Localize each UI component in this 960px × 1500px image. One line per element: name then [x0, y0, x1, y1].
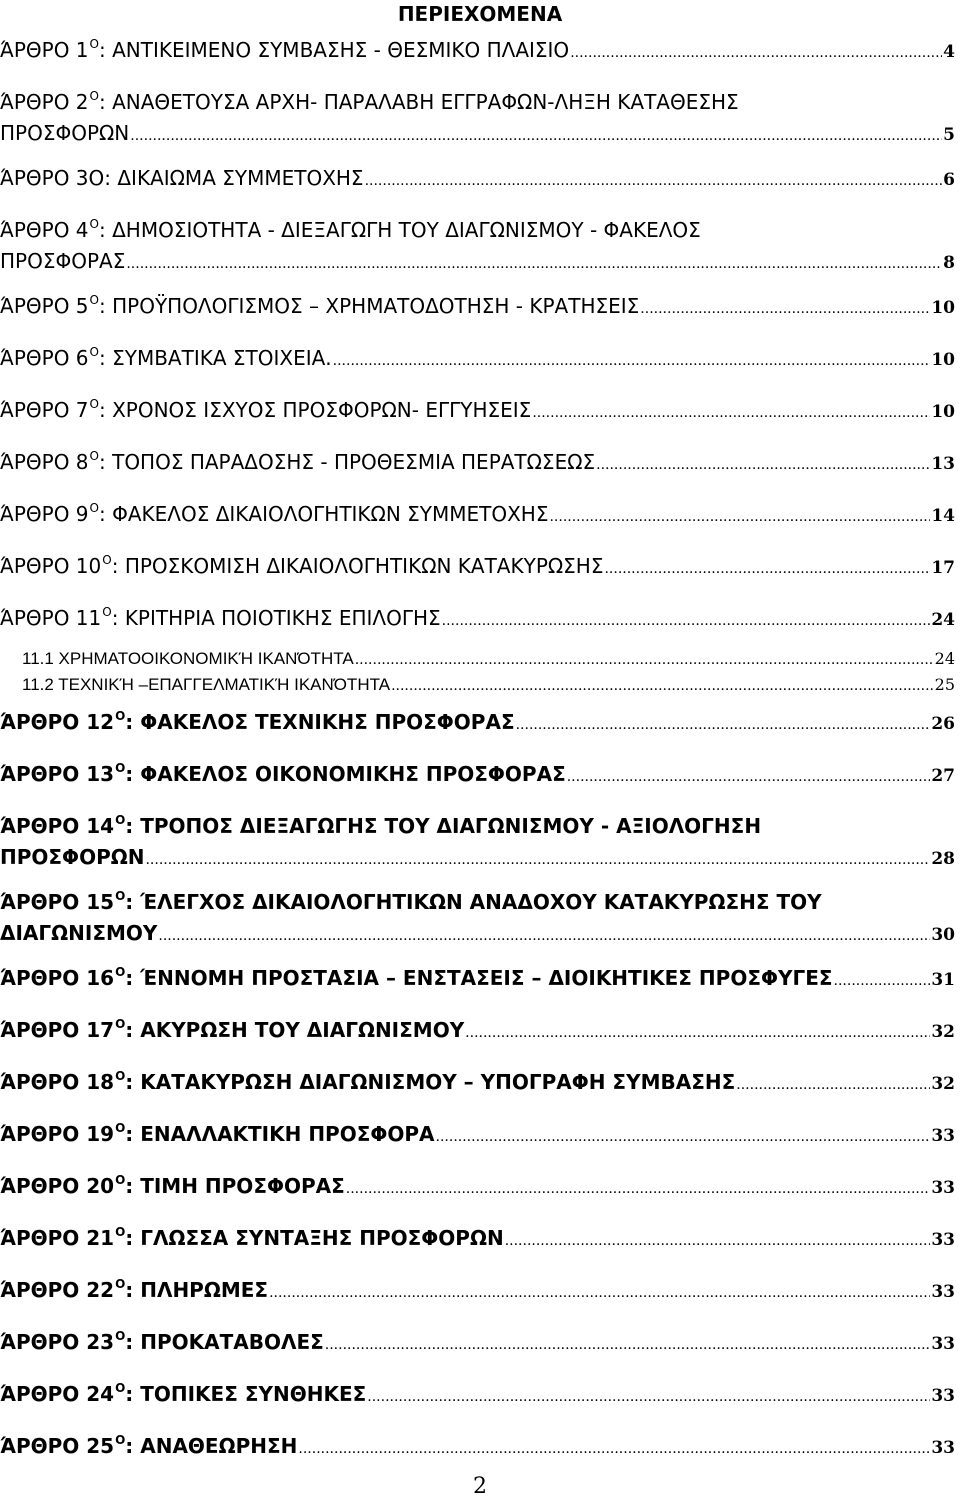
- toc-entry-label: ΆΡΘΡΟ $1^O$: ΑΝΤΙΚΕΙΜΕΝΟ ΣΥΜΒΑΣΗΣ - ΘΕΣΜΙΚΟ ΠΛΑΙΣΙΟ: [0, 37, 570, 62]
- leader-dots: [365, 167, 943, 195]
- toc-page-number: 10: [931, 402, 955, 422]
- leader-dots: [269, 1279, 930, 1307]
- toc-entry-label: ΆΡΘΡΟ $15^O$: ΈΛΕΓΧΟΣ ΔΙΚΑΙΟΛΟΓΗΤΙΚΩΝ ΑΝΑΔΟΧΟΥ ΚΑΤΑΚΥΡΩΣΗΣ ΤΟΥ: [0, 889, 822, 914]
- toc-entry-18[interactable]: [0, 1068, 955, 1099]
- toc-entry-label: ΆΡΘΡΟ $18^O$: ΚΑΤΑΚΥΡΩΣΗ ΔΙΑΓΩΝΙΣΜΟΥ – ΥΠΟΓΡΑΦΗ ΣΥΜΒΑΣΗΣ: [0, 1069, 736, 1094]
- leader-dots: [549, 503, 930, 531]
- toc-entry-label: ΆΡΘΡΟ $4^O$: ΔΗΜΟΣΙΟΤΗΤΑ - ΔΙΕΞΑΓΩΓΗ ΤΟΥ ΔΙΑΓΩΝΙΣΜΟΥ - ΦΑΚΕΛΟΣ: [0, 217, 701, 242]
- toc-entry-label: ΆΡΘΡΟ $17^O$: ΑΚΥΡΩΣΗ ΤΟΥ ΔΙΑΓΩΝΙΣΜΟΥ: [0, 1017, 465, 1042]
- toc-entry-20[interactable]: [0, 1172, 955, 1203]
- toc-entry-label: ΆΡΘΡΟ $19^O$: ΕΝΑΛΛΑΚΤΙΚΗ ΠΡΟΣΦΟΡΑ: [0, 1121, 435, 1146]
- toc-entry-label: ΆΡΘΡΟ $6^O$: ΣΥΜΒΑΤΙΚΑ ΣΤΟΙΧΕΙΑ.: [0, 345, 332, 370]
- leader-dots: [325, 1331, 931, 1359]
- toc-page-number: 27: [931, 766, 955, 786]
- toc-entry-label: ΆΡΘΡΟ $2^O$: ΑΝΑΘΕΤΟΥΣΑ ΑΡΧΗ- ΠΑΡΑΛΑΒΗ ΕΓΓΡΑΦΩΝ-ΛΗΞΗ ΚΑΤΑΘΕΣΗΣ: [0, 89, 739, 114]
- toc-page-number: 5: [943, 125, 955, 145]
- toc-entry-21[interactable]: [0, 1224, 955, 1255]
- toc-entry-3[interactable]: [0, 164, 955, 195]
- toc-entry-label: ΆΡΘΡΟ $16^O$: ΈΝΝΟΜΗ ΠΡΟΣΤΑΣΙΑ – ΕΝΣΤΑΣΕΙΣ – ΔΙΟΙΚΗΤΙΚΕΣ ΠΡΟΣΦΥΓΕΣ: [0, 965, 833, 990]
- leader-dots: [532, 399, 930, 427]
- toc-page-number: 24: [934, 649, 955, 668]
- leader-dots: [158, 922, 930, 950]
- toc-entry-label: ΆΡΘΡΟ $12^O$: ΦΑΚΕΛΟΣ ΤΕΧΝΙΚΗΣ ΠΡΟΣΦΟΡΑΣ: [0, 709, 515, 734]
- leader-dots: [145, 846, 930, 874]
- leader-dots: [465, 1019, 930, 1047]
- toc-entry-label: ΆΡΘΡΟ $9^O$: ΦΑΚΕΛΟΣ ΔΙΚΑΙΟΛΟΓΗΤΙΚΩΝ ΣΥΜΜΕΤΟΧΗΣ: [0, 501, 549, 526]
- toc-entry-2[interactable]: [0, 88, 955, 150]
- leader-dots: [640, 295, 930, 323]
- toc-entry-13[interactable]: [0, 760, 955, 791]
- toc-page-number: 30: [931, 925, 955, 945]
- leader-dots: [367, 1383, 930, 1411]
- leader-dots: [570, 39, 942, 67]
- toc-entry-14[interactable]: [0, 812, 955, 874]
- leader-dots: [596, 451, 930, 479]
- leader-dots: [604, 555, 930, 583]
- toc-subentry-11-1[interactable]: [22, 648, 955, 671]
- toc-entry-label-cont: ΠΡΟΣΦΟΡΩΝ: [0, 845, 145, 869]
- toc-page-number: 33: [931, 1126, 955, 1146]
- toc-page-number: 32: [931, 1074, 955, 1094]
- toc-entry-12[interactable]: [0, 708, 955, 739]
- toc-entry-label: ΆΡΘΡΟ $13^O$: ΦΑΚΕΛΟΣ ΟΙΚΟΝΟΜΙΚΗΣ ΠΡΟΣΦΟΡΑΣ: [0, 761, 566, 786]
- toc-entry-label: ΆΡΘΡΟ $7^O$: ΧΡΟΝΟΣ ΙΣΧΥΟΣ ΠΡΟΣΦΟΡΩΝ- ΕΓΓΥΗΣΕΙΣ: [0, 397, 532, 422]
- toc-entry-label: ΆΡΘΡΟ $11^O$: ΚΡΙΤΗΡΙΑ ΠΟΙΟΤΙΚΗΣ ΕΠΙΛΟΓΗΣ: [0, 605, 441, 630]
- toc-entry-label: ΆΡΘΡΟ $8^O$: ΤΟΠΟΣ ΠΑΡΑΔΟΣΗΣ - ΠΡΟΘΕΣΜΙΑ ΠΕΡΑΤΩΣΕΩΣ: [0, 449, 596, 474]
- toc-subentry-label: 11.1 ΧΡΗΜΑΤΟΟΙΚΟΝΟΜΙΚΉ ΙΚΑΝΌΤΗΤΑ: [22, 649, 354, 668]
- toc-entry-19[interactable]: [0, 1120, 955, 1151]
- toc-page-number: 33: [931, 1386, 955, 1406]
- leader-dots: [442, 607, 931, 635]
- toc-entry-label: ΆΡΘΡΟ $20^O$: ΤΙΜΗ ΠΡΟΣΦΟΡΑΣ: [0, 1173, 345, 1198]
- leader-dots: [567, 763, 931, 791]
- toc-page-number: 32: [931, 1022, 955, 1042]
- leader-dots: [333, 347, 931, 375]
- toc-page-number: 33: [931, 1438, 955, 1458]
- toc-entry-label: ΆΡΘΡΟ $22^O$: ΠΛΗΡΩΜΕΣ: [0, 1277, 269, 1302]
- toc-page-number: 26: [931, 714, 955, 734]
- toc-entry-1[interactable]: [0, 36, 955, 67]
- toc-entry-label: ΆΡΘΡΟ $5^O$: ΠΡΟΫΠΟΛΟΓΙΣΜΟΣ – ΧΡΗΜΑΤΟΔΟΤΗΣΗ - ΚΡΑΤΗΣΕΙΣ: [0, 293, 640, 318]
- toc-entry-label: ΆΡΘΡΟ $21^O$: ΓΛΩΣΣΑ ΣΥΝΤΑΞΗΣ ΠΡΟΣΦΟΡΩΝ: [0, 1225, 504, 1250]
- toc-entry-label: ΆΡΘΡΟ $14^O$: ΤΡΟΠΟΣ ΔΙΕΞΑΓΩΓΗΣ ΤΟΥ ΔΙΑΓΩΝΙΣΜΟΥ - ΑΞΙΟΛΟΓΗΣΗ: [0, 813, 762, 838]
- toc-page-number: 31: [931, 970, 955, 990]
- toc-page-number: 28: [931, 849, 955, 869]
- page-number-footer: 2: [473, 1474, 487, 1499]
- toc-page-number: 10: [931, 350, 955, 370]
- toc-page-number: 25: [934, 675, 955, 694]
- leader-dots: [505, 1227, 931, 1255]
- toc-entry-16[interactable]: [0, 964, 955, 995]
- leader-dots: [736, 1071, 930, 1099]
- toc-entry-24[interactable]: [0, 1380, 955, 1411]
- toc-page-number: 6: [943, 170, 955, 190]
- toc-page-number: 33: [931, 1230, 955, 1250]
- toc-entry-label-cont: ΠΡΟΣΦΟΡΩΝ: [0, 121, 130, 145]
- toc-entry-25[interactable]: [0, 1432, 955, 1463]
- toc-page-number: 24: [931, 610, 955, 630]
- leader-dots: [834, 967, 931, 995]
- toc-entry-8[interactable]: [0, 448, 955, 479]
- toc-entry-label: ΆΡΘΡΟ $24^O$: ΤΟΠΙΚΕΣ ΣΥΝΘΗΚΕΣ: [0, 1381, 367, 1406]
- toc-entry-label-cont: ΔΙΑΓΩΝΙΣΜΟΥ: [0, 921, 158, 945]
- toc-entry-label: ΆΡΘΡΟ $25^O$: ΑΝΑΘΕΩΡΗΣΗ: [0, 1433, 298, 1458]
- toc-page-number: 14: [931, 506, 955, 526]
- leader-dots: [391, 675, 934, 697]
- toc-page-number: 33: [931, 1282, 955, 1302]
- leader-dots: [126, 250, 942, 278]
- toc-entry-7[interactable]: [0, 396, 955, 427]
- toc-entry-label: ΆΡΘΡΟ 3Ο: ΔΙΚΑΙΩΜΑ ΣΥΜΜΕΤΟΧΗΣ: [0, 166, 364, 190]
- toc-entry-10[interactable]: [0, 552, 955, 583]
- toc-page-number: 4: [943, 42, 955, 62]
- toc-page-number: 8: [943, 253, 955, 273]
- toc-entry-23[interactable]: [0, 1328, 955, 1359]
- toc-page-number: 13: [931, 454, 955, 474]
- toc-entry-9[interactable]: [0, 500, 955, 531]
- toc-entry-4[interactable]: [0, 216, 955, 278]
- leader-dots: [436, 1123, 931, 1151]
- toc-entry-label: ΆΡΘΡΟ $23^O$: ΠΡΟΚΑΤΑΒΟΛΕΣ: [0, 1329, 324, 1354]
- toc-page-number: 17: [931, 558, 955, 578]
- leader-dots: [355, 649, 934, 671]
- toc-entry-label-cont: ΠΡΟΣΦΟΡΑΣ: [0, 249, 126, 273]
- toc-page-number: 33: [931, 1334, 955, 1354]
- toc-subentry-label: 11.2 ΤΕΧΝΙΚΉ –ΕΠΑΓΓΕΛΜΑΤΙΚΉ ΙΚΑΝΌΤΗΤΑ: [22, 675, 391, 694]
- leader-dots: [516, 711, 931, 739]
- leader-dots: [298, 1435, 930, 1463]
- toc-entry-label: ΆΡΘΡΟ $10^O$: ΠΡΟΣΚΟΜΙΣΗ ΔΙΚΑΙΟΛΟΓΗΤΙΚΩΝ ΚΑΤΑΚΥΡΩΣΗΣ: [0, 553, 604, 578]
- leader-dots: [346, 1175, 931, 1203]
- toc-subentry-11-2[interactable]: [22, 674, 955, 697]
- toc-title: ΠΕΡΙΕΧΟΜΕΝΑ: [397, 2, 563, 26]
- toc-entry-17[interactable]: [0, 1016, 955, 1047]
- toc-entry-15[interactable]: [0, 888, 955, 950]
- toc-entry-11[interactable]: [0, 604, 955, 635]
- toc-entry-22[interactable]: [0, 1276, 955, 1307]
- toc-entry-6[interactable]: [0, 344, 955, 375]
- toc-entry-5[interactable]: [0, 292, 955, 323]
- toc-page-number: 10: [931, 298, 955, 318]
- toc-page-number: 33: [931, 1178, 955, 1198]
- leader-dots: [130, 122, 942, 150]
